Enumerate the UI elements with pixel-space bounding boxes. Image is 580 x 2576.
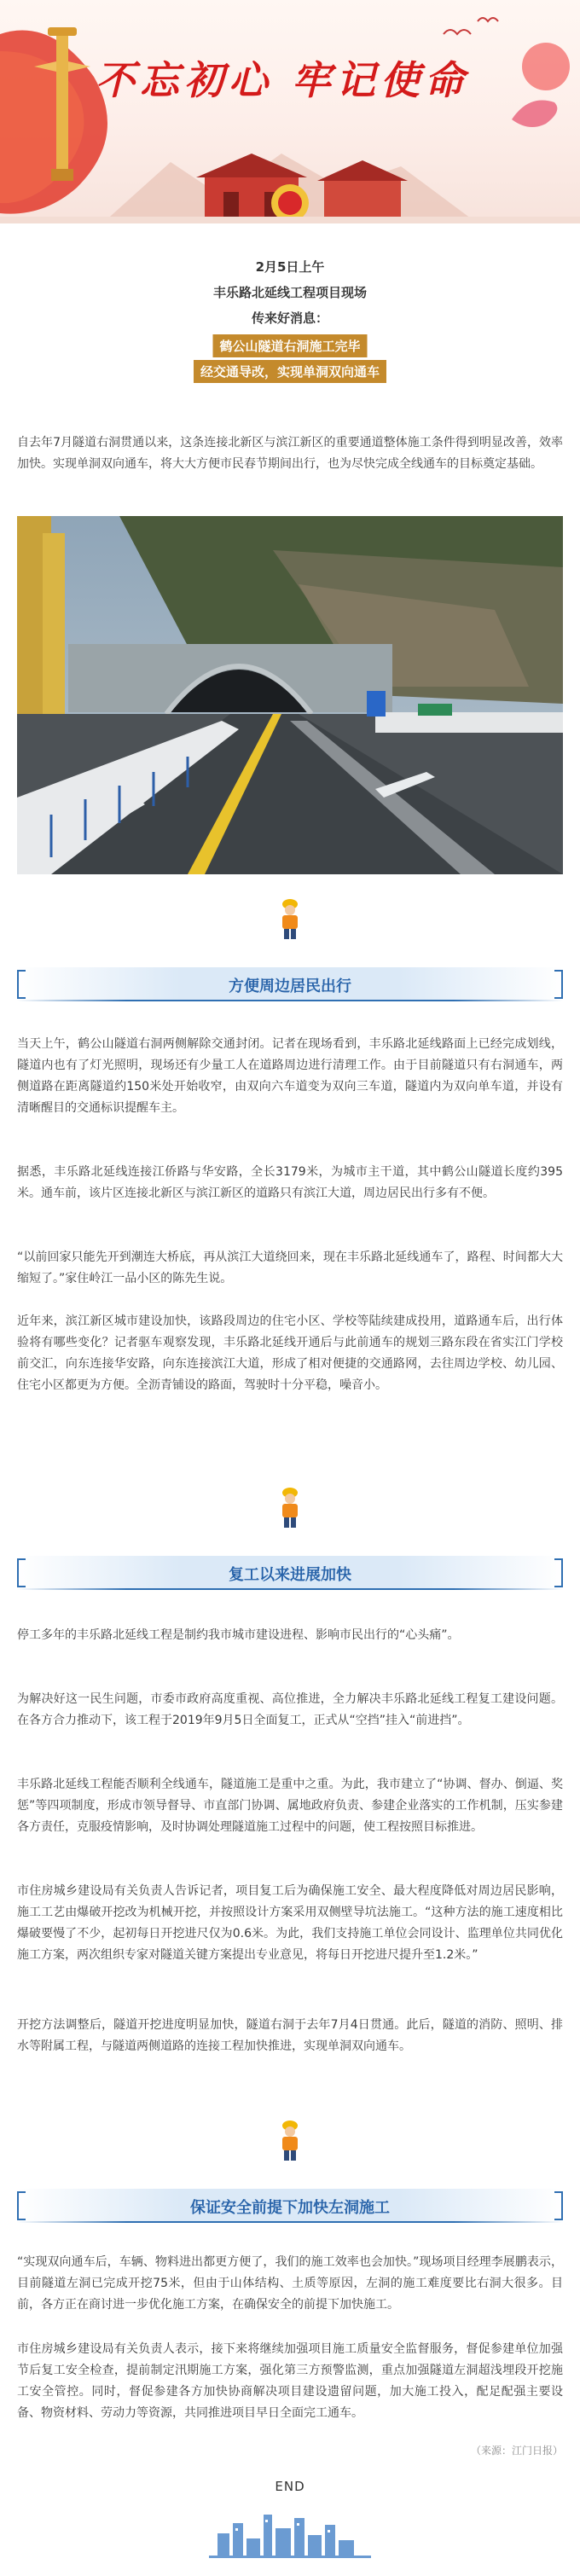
section-2-paragraph-5: 开挖方法调整后，隧道开挖进度明显加快，隧道右洞于去年7月4日贯通。此后，隧道的消防、照明、排水等附属工程，与隧道两侧道路的连接工程加快推进，实现单洞双向通车。 xyxy=(17,2018,563,2053)
tunnel-road-photo xyxy=(17,516,563,874)
section-2-paragraph-1: 停工多年的丰乐路北延线工程是制约我市城市建设进程、影响市民出行的“心头痛”。 xyxy=(17,1628,460,1642)
section-3-paragraph-1: “实现双向通车后，车辆、物料进出都更方便了，我们的施工效率也会加快。”现场项目经理李展鹏表示，目前隧道左洞已完成开挖75米，但由于山体结构、土质等原因，左洞的施工难度要比右洞大很多。目前，各方正在商讨进一步优化施工方案，在确保安全的前提下加快施工。 xyxy=(17,2255,563,2312)
intro-paragraph: 自去年7月隧道右洞贯通以来，这条连接北新区与滨江新区的重要通道整体施工条件得到明显改善，效率加快。实现单洞双向通车，将大大方便市民春节期间出行，也为尽快完成全线通车的目标奠定基础。 xyxy=(17,436,563,471)
gate-and-hills-illustration xyxy=(0,128,580,223)
highlight-tunnel-complete: 鹤公山隧道右洞施工完毕 xyxy=(212,334,367,357)
section-1-paragraph-3: “以前回家只能先开到潮连大桥底，再从滨江大道绕回来，现在丰乐路北延线通车了，路程、时间都大大缩短了。”家住岭江一品小区的陈先生说。 xyxy=(17,1250,563,1285)
source-credit: （来源：江门日报） xyxy=(470,2445,563,2457)
section-2-paragraph-4: 市住房城乡建设局有关负责人告诉记者，项目复工后为确保施工安全、最大程度降低对周边居民影响，施工工艺由爆破开挖改为机械开挖，并按照设计方案采用双侧壁导坑法施工。“这种方法的施工速度相比爆破要慢了不少，起初每日开挖进尺仅为0.6米。为此，我们支持施工单位会同设计、监理单位共同优化施工方案，两次组织专家对隧道关键方案提出专业意见，将每日开挖进尺提升至1.2米。” xyxy=(17,1884,563,1962)
construction-worker-icon xyxy=(278,2119,302,2161)
section-heading-left-tunnel xyxy=(0,2119,580,2247)
section-title: 保证安全前提下加快左洞施工 xyxy=(190,2199,390,2217)
section-1-paragraph-2: 据悉，丰乐路北延线连接江侨路与华安路，全长3179米，为城市主干道，其中鹤公山隧道长度约395米。通车前，该片区连接北新区与滨江新区的道路只有滨江大道，周边居民出行多有不便。 xyxy=(17,1165,563,1200)
end-label: END xyxy=(275,2479,305,2494)
header-location: 丰乐路北延线工程项目现场 xyxy=(212,285,367,300)
banner-title: 不忘初心 牢记使命 xyxy=(96,57,470,103)
section-3-paragraph-2: 市住房城乡建设局有关负责人表示，接下来将继续加强项目施工质量安全监督服务，督促参建单位加强节后复工安全检查，提前制定汛期施工方案，强化第三方预警监测，重点加强隧道左洞超浅埋段开挖施工安全管控。同时，督促参建各方加快协商解决项目建设遗留问题，加大施工投入，配足配强主要设备、物资材料、劳动力等资源，共同推进项目早日全面完工通车。 xyxy=(17,2342,563,2420)
section-1-paragraph-1: 当天上午，鹤公山隧道右洞两侧解除交通封闭。记者在现场看到，丰乐路北延线路面上已经完成划线，隧道内也有了灯光照明，现场还有少量工人在道路周边进行清理工作。由于目前隧道只有右洞通车，两侧道路在距离隧道约150米处开始收窄，由双向六车道变为双向三车道，隧道内为双向单车道，并设有清晰醒目的交通标识提醒车主。 xyxy=(17,1037,563,1115)
section-heading-progress xyxy=(0,1486,580,1614)
section-title: 复工以来进展加快 xyxy=(229,1566,351,1584)
banner xyxy=(0,0,580,223)
highlight-two-way-traffic: 经交通导改，实现单洞双向通车 xyxy=(194,360,386,383)
section-heading-resident-travel xyxy=(0,897,580,1025)
section-1-paragraph-4: 近年来，滨江新区城市建设加快，该路段周边的住宅小区、学校等陆续建成投用，道路通车后，出行体验将有哪些变化？记者驱车观察发现，丰乐路北延线开通后与此前通车的规划三路东段在省实江门学校前交汇，向东连接华安路，向东连接滨江大道，形成了相对便捷的交通路网，去往周边学校、幼儿园、住宅小区都更为方便。全沥青铺设的路面，驾驶时十分平稳，噪音小。 xyxy=(17,1314,563,1392)
header-date: 2月5日上午 xyxy=(255,259,325,275)
construction-worker-icon xyxy=(278,1486,302,1529)
section-2-paragraph-2: 为解决好这一民生问题，市委市政府高度重视、高位推进，全力解决丰乐路北延线工程复工建设问题。在各方合力推动下，该工程于2019年9月5日全面复工，正式从“空挡”挂入“前进挡”。 xyxy=(17,1692,563,1727)
construction-worker-icon xyxy=(278,897,302,940)
header-news-intro: 传来好消息： xyxy=(251,310,328,326)
section-2-paragraph-3: 丰乐路北延线工程能否顺利全线通车，隧道施工是重中之重。为此，我市建立了“协调、督办、倒逼、奖惩”等四项制度，形成市领导督导、市直部门协调、属地政府负责、参建企业落实的工作机制，压实参建各方责任，克服疫情影响，及时协调处理隧道施工过程中的问题，使工程按照目标推进。 xyxy=(17,1778,563,1834)
section-title: 方便周边居民出行 xyxy=(229,978,351,995)
city-skyline-icon xyxy=(209,2499,371,2559)
